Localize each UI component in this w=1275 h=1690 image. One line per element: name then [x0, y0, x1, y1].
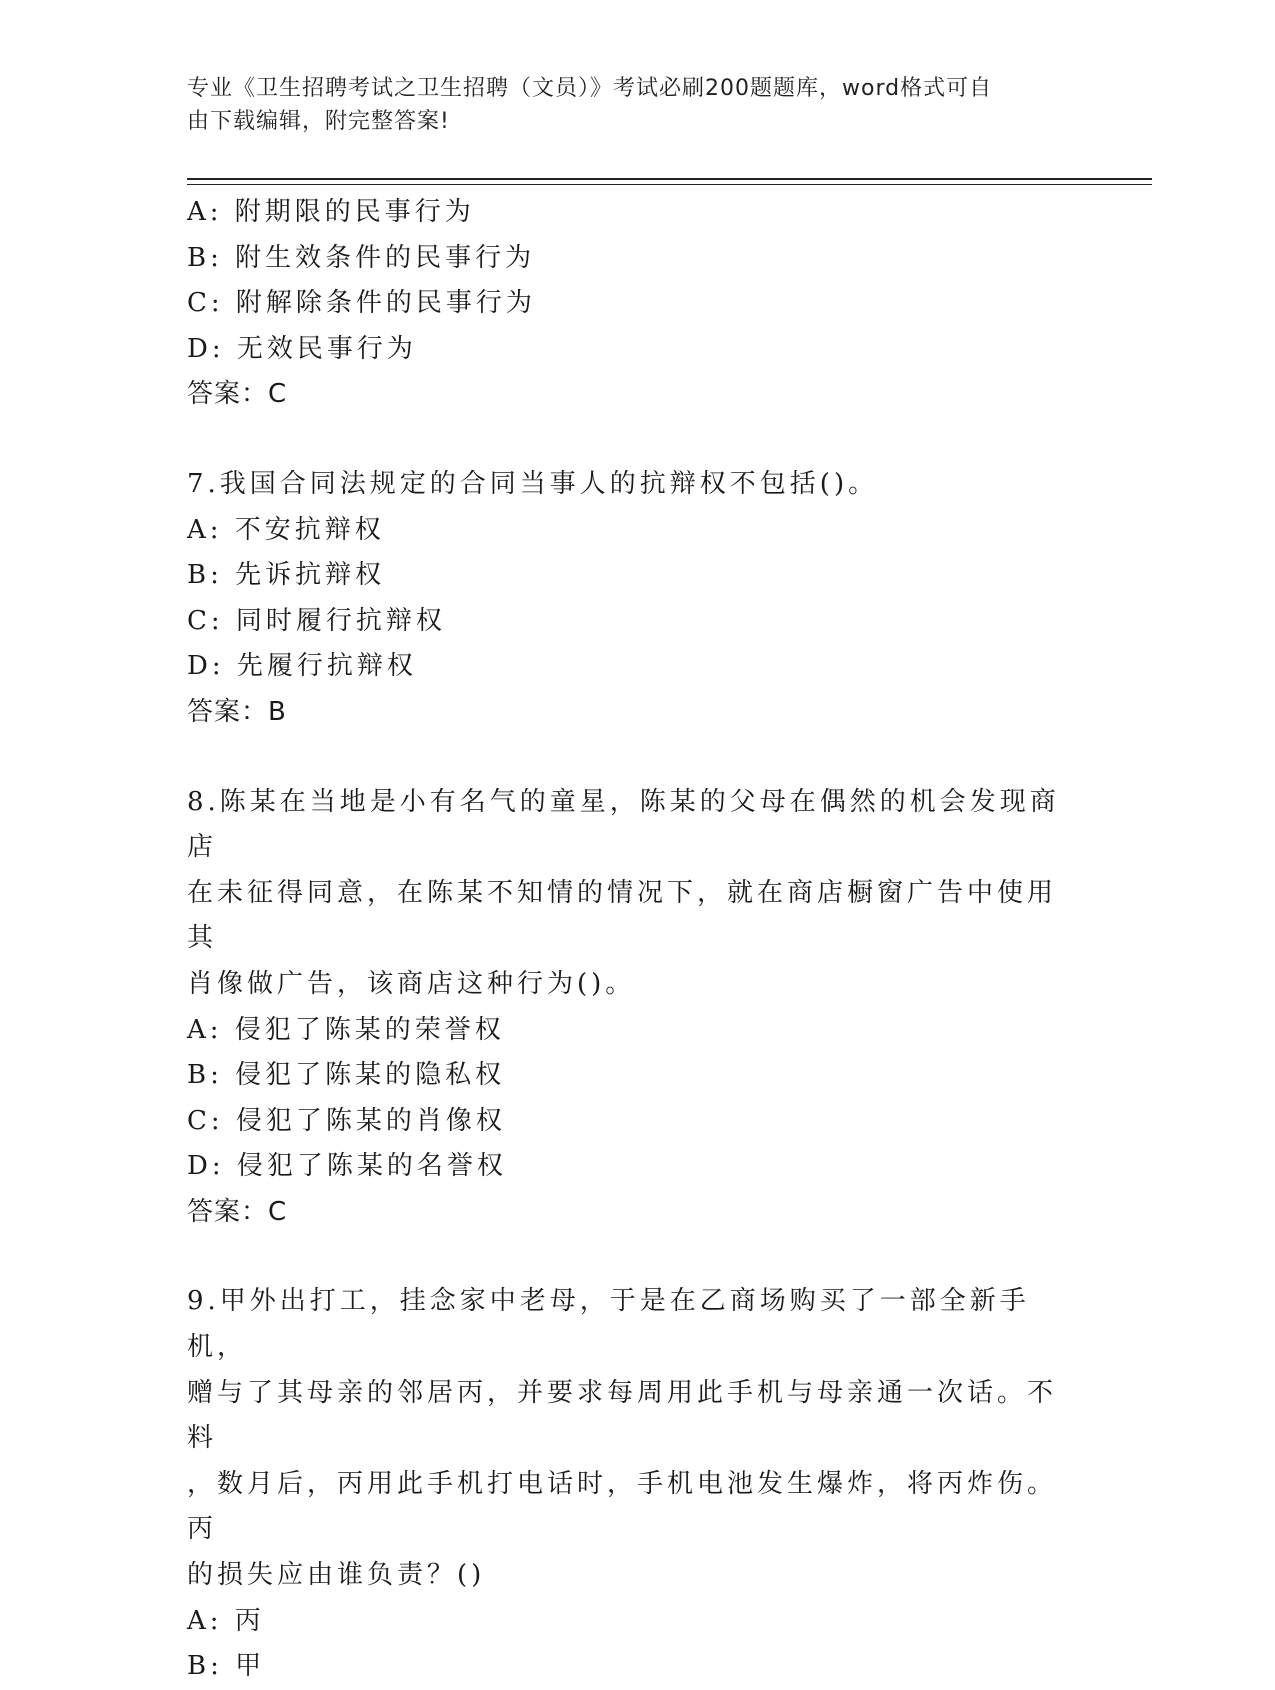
header-line-1: 专业《卫生招聘考试之卫生招聘（文员）》考试必刷200题题库，word格式可自	[187, 76, 993, 101]
option-b: B: 附生效条件的民事行为	[187, 242, 536, 273]
option-c: C: 同时履行抗辩权	[187, 605, 446, 636]
question-6	[187, 190, 1067, 418]
question-stem-line-3: 肖像做广告，该商店这种行为()。	[187, 968, 636, 999]
answer: 答案：C	[187, 1196, 288, 1227]
document-header	[187, 72, 1067, 138]
question-stem-line-3: ，数月后，丙用此手机打电话时，手机电池发生爆炸，将丙炸伤。丙	[187, 1468, 1058, 1545]
header-line-2: 由下载编辑，附完整答案!	[187, 109, 450, 134]
question-list	[187, 190, 1067, 1690]
option-a: A: 丙	[187, 1605, 265, 1636]
option-d: D: 先履行抗辩权	[187, 651, 417, 682]
answer: 答案：C	[187, 379, 288, 410]
option-b: B: 甲	[187, 1651, 266, 1682]
option-b: B: 侵犯了陈某的隐私权	[187, 1060, 506, 1091]
question-stem-line-1: 8.陈某在当地是小有名气的童星，陈某的父母在偶然的机会发现商店	[187, 786, 1060, 863]
question-stem-line-2: 赠与了其母亲的邻居丙，并要求每周用此手机与母亲通一次话。不料	[187, 1377, 1058, 1454]
option-d: D: 侵犯了陈某的名誉权	[187, 1151, 507, 1182]
question-9	[187, 1279, 1067, 1689]
question-7	[187, 462, 1067, 736]
question-stem-line-1: 9.甲外出打工，挂念家中老母，于是在乙商场购买了一部全新手机，	[187, 1286, 1030, 1363]
option-c: C: 侵犯了陈某的肖像权	[187, 1105, 506, 1136]
option-d: D: 无效民事行为	[187, 333, 417, 364]
option-a: A: 侵犯了陈某的荣誉权	[187, 1014, 505, 1045]
question-stem: 7.我国合同法规定的合同当事人的抗辩权不包括()。	[187, 468, 879, 499]
answer: 答案：B	[187, 696, 287, 727]
question-stem-line-2: 在未征得同意，在陈某不知情的情况下，就在商店橱窗广告中使用其	[187, 877, 1058, 954]
header-rule-thick	[187, 178, 1152, 180]
question-stem-line-4: 的损失应由谁负责？()	[187, 1560, 486, 1591]
header-rule-thin	[187, 184, 1152, 185]
option-a: A: 不安抗辩权	[187, 514, 385, 545]
option-a: A: 附期限的民事行为	[187, 197, 475, 227]
question-8	[187, 780, 1067, 1236]
option-b: B: 先诉抗辩权	[187, 560, 386, 591]
option-c: C: 附解除条件的民事行为	[187, 288, 536, 319]
